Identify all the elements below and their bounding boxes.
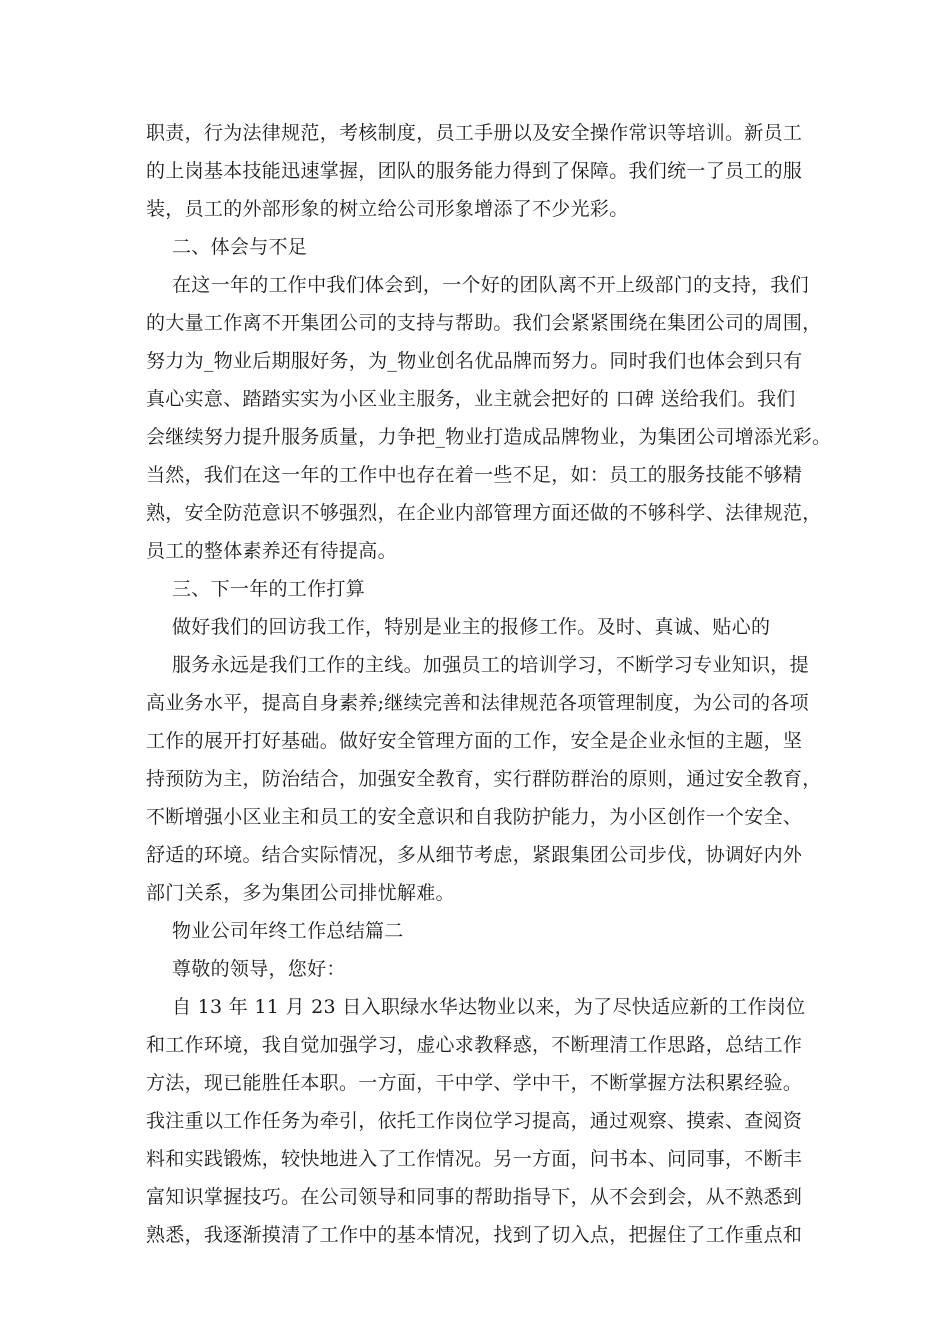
text-line: 努力为_物业后期服好务，为_物业创名优品牌而努力。同时我们也体会到只有 <box>146 350 803 372</box>
section-heading: 二、体会与不足 <box>172 236 308 258</box>
text-line: 高业务水平，提高自身素养;继续完善和法律规范各项管理制度，为公司的各项 <box>146 692 809 714</box>
text-line: 会继续努力提升服务质量，力争把_物业打造成品牌物业，为集团公司增添光彩。 <box>146 426 832 448</box>
text-line: 方法，现已能胜任本职。一方面，干中学、学中干，不断掌握方法积累经验。 <box>146 1072 803 1094</box>
text-line: 的上岗基本技能迅速掌握，团队的服务能力得到了保障。我们统一了员工的服 <box>146 160 803 182</box>
text-line: 服务永远是我们工作的主线。加强员工的培训学习，不断学习专业知识，提 <box>172 654 809 676</box>
text-line: 舒适的环境。结合实际情况，多从细节考虑，紧跟集团公司步伐，协调好内外 <box>146 844 803 866</box>
text-line: 不断增强小区业主和员工的安全意识和自我防护能力，为小区创作一个安全、 <box>146 806 803 828</box>
section-title: 物业公司年终工作总结篇二 <box>172 920 404 942</box>
text-line: 真心实意、踏踏实实为小区业主服务，业主就会把好的 口碑 送给我们。我们 <box>146 388 796 410</box>
salutation: 尊敬的领导，您好： <box>172 958 346 980</box>
text-line: 和工作环境，我自觉加强学习，虚心求教释惑，不断理清工作思路，总结工作 <box>146 1034 803 1056</box>
text-line: 当然，我们在这一年的工作中也存在着一些不足，如：员工的服务技能不够精 <box>146 464 803 486</box>
text-line: 自 13 年 11 月 23 日入职绿水华达物业以来，为了尽快适应新的工作岗位 <box>172 996 806 1018</box>
text-line: 熟悉，我逐渐摸清了工作中的基本情况，找到了切入点，把握住了工作重点和 <box>146 1224 803 1246</box>
text-line: 做好我们的回访我工作，特别是业主的报修工作。及时、真诚、贴心的 <box>172 616 771 638</box>
text-line: 我注重以工作任务为牵引，依托工作岗位学习提高，通过观察、摸索、查阅资 <box>146 1110 803 1132</box>
text-line: 装，员工的外部形象的树立给公司形象增添了不少光彩。 <box>146 198 629 220</box>
text-line: 部门关系，多为集团公司排忧解难。 <box>146 882 455 904</box>
text-line: 工作的展开打好基础。做好安全管理方面的工作，安全是企业永恒的主题，坚 <box>146 730 803 752</box>
text-line: 持预防为主，防治结合，加强安全教育，实行群防群治的原则，通过安全教育， <box>146 768 822 790</box>
text-line: 熟，安全防范意识不够强烈，在企业内部管理方面还做的不够科学、法律规范， <box>146 502 822 524</box>
section-heading: 三、下一年的工作打算 <box>172 578 366 600</box>
text-line: 职责，行为法律规范，考核制度，员工手册以及安全操作常识等培训。新员工 <box>146 122 803 144</box>
text-line: 在这一年的工作中我们体会到，一个好的团队离不开上级部门的支持，我们 <box>172 274 809 296</box>
text-line: 料和实践锻炼，较快地进入了工作情况。另一方面，问书本、问同事，不断丰 <box>146 1148 803 1170</box>
text-line: 的大量工作离不开集团公司的支持与帮助。我们会紧紧围绕在集团公司的周围， <box>146 312 822 334</box>
text-line: 员工的整体素养还有待提高。 <box>146 540 397 562</box>
text-line: 富知识掌握技巧。在公司领导和同事的帮助指导下，从不会到会，从不熟悉到 <box>146 1186 803 1208</box>
